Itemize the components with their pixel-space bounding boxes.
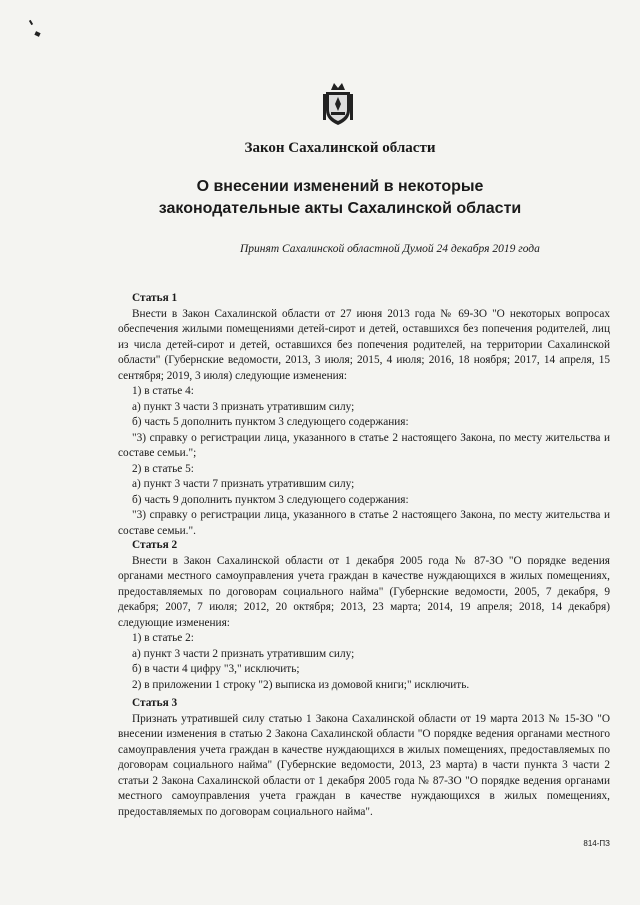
article-1-intro: Внести в Закон Сахалинской области от 27 июня 2013 года № 69-ЗО "О некоторых вопросах обеспечения жилыми помещениями детей-сирот и детей, оставшихся без попечения родителей, лиц из числа детей-сирот и детей, оставшихся без попечения родителей, на территории Сахалинской области" (Губернские ведомости, 2013, 3 июля; 2015, 4 июля; 2016, 18 ноября; 2017, 14 апреля, 15 сентября; 2019, 3 июля) следующие изменения: <box>118 307 610 382</box>
article-1-item-1b: б) часть 5 дополнить пунктом 3 следующего содержания: <box>132 416 409 428</box>
article-2-item-1b: б) в части 4 цифру "3," исключить; <box>132 663 300 675</box>
sakhalin-coat-of-arms-icon <box>323 80 353 126</box>
article-1-item-2: 2) в статье 5: <box>132 462 194 475</box>
article-1-quote-2: "3) справку о регистрации лица, указанного в статье 2 настоящего Закона, по месту жительства и составе семьи.". <box>118 509 610 537</box>
article-1-quote-1: "3) справку о регистрации лица, указанного в статье 2 настоящего Закона, по месту жительства и составе семьи."; <box>118 431 610 459</box>
scan-speck <box>29 20 33 25</box>
law-subtitle <box>0 176 640 220</box>
article-3 <box>118 696 610 820</box>
adoption-note: Принят Сахалинской областной Думой 24 декабря 2019 года <box>240 243 540 255</box>
article-2-item-2: 2) в приложении 1 строку "2) выписка из домовой книги;" исключить. <box>132 678 470 691</box>
article-2 <box>118 538 610 693</box>
document-code: 814-ПЗ <box>583 839 610 848</box>
article-1-item-1: 1) в статье 4: <box>132 385 194 397</box>
article-2-item-1: 1) в статье 2: <box>132 632 194 644</box>
law-title: Закон Сахалинской области <box>244 140 436 156</box>
article-2-intro: Внести в Закон Сахалинской области от 1 декабря 2005 года № 87-ЗО "О порядке ведения органами местного самоуправления учета граждан в качестве нуждающихся в жилых помещениях, предоставляемых по договорам социального найма" (Губернские ведомости, 2005, 7 декабря, 9 декабря; 2007, 7 июля; 2012, 20 октября; 2013, 23 марта; 2014, 19 апреля; 2018, 14 декабря) следующие изменения: <box>118 554 610 629</box>
scan-speck <box>34 31 40 37</box>
article-1-heading: Статья 1 <box>132 292 178 304</box>
subtitle-line-2: законодательные акты Сахалинской области <box>158 200 522 217</box>
article-3-text: Признать утратившей силу статью 1 Закона Сахалинской области от 19 марта 2013 № 15-ЗО "О внесении изменения в статью 2 Закона Сахалинской области "О порядке ведения органами местного самоуправления учета граждан в качестве нуждающихся в жилых помещениях, предоставляемых по договорам социального найма" (Губернские ведомости, 2013, 23 марта) в части пункта 3 части 2 статьи 2 Закона Сахалинской области от 1 декабря 2005 года № 87-ЗО "О порядке ведения органами местного самоуправления учета граждан в качестве нуждающихся в жилых помещениях, предоставляемых по договорам социального найма". <box>118 712 610 818</box>
article-3-heading: Статья 3 <box>132 697 178 709</box>
article-1-item-1a: а) пункт 3 части 3 признать утратившим силу; <box>132 400 355 413</box>
article-1-item-2b: б) часть 9 дополнить пунктом 3 следующего содержания: <box>132 493 409 506</box>
article-2-item-1a: а) пункт 3 части 2 признать утратившим силу; <box>132 647 355 660</box>
subtitle-line-1: О внесении изменений в некоторые <box>196 178 484 195</box>
article-2-heading: Статья 2 <box>132 539 178 551</box>
article-1 <box>118 291 610 539</box>
article-1-item-2a: а) пункт 3 части 7 признать утратившим силу; <box>132 478 355 490</box>
